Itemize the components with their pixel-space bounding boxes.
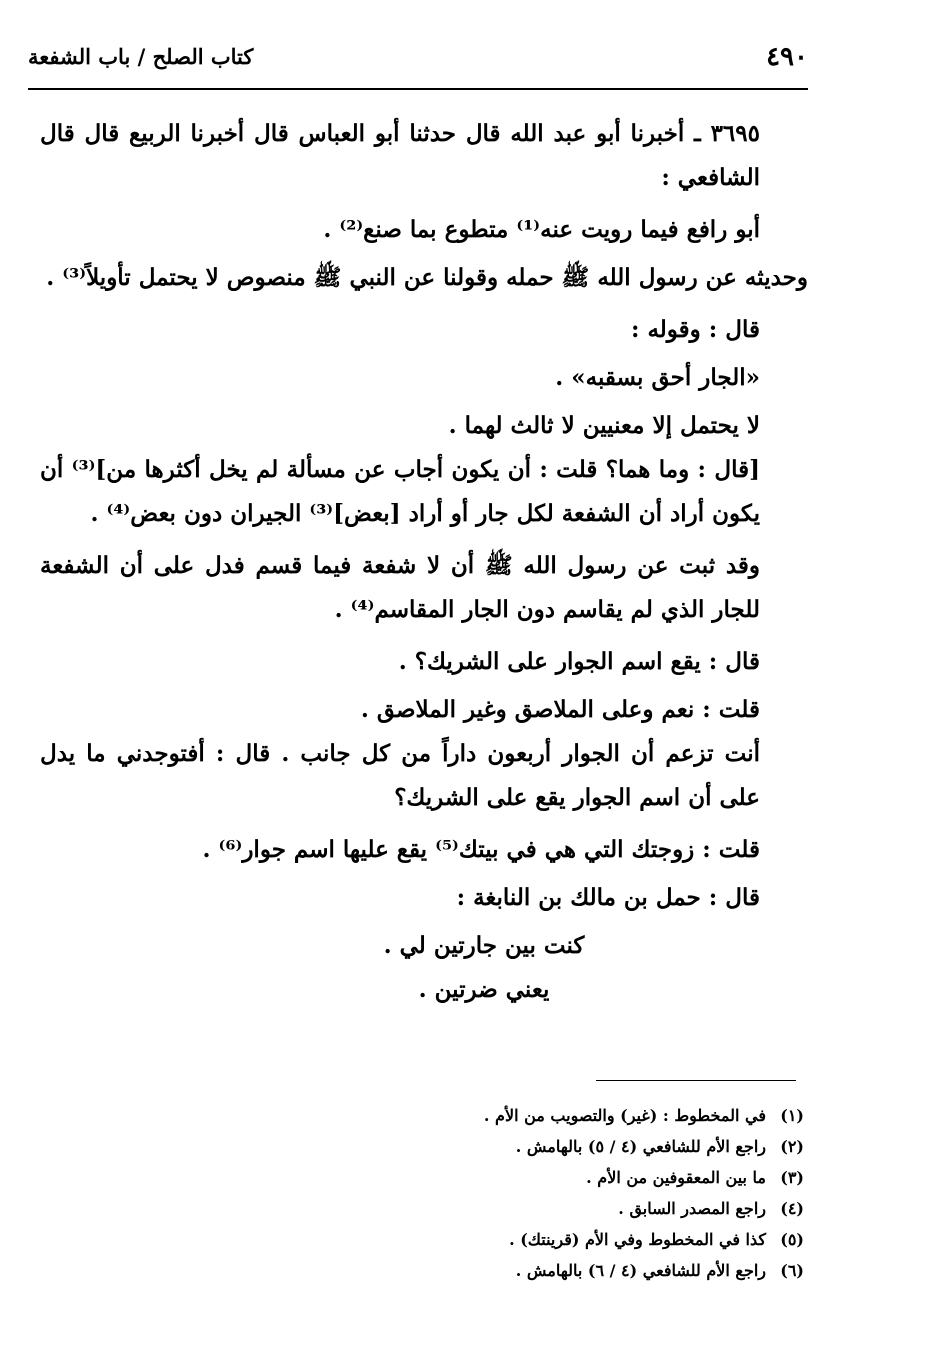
footnote-number: (٢): [780, 1137, 804, 1156]
footnote-text: في المخطوط : (غير) والتصويب من الأم .: [483, 1106, 766, 1125]
footnote-number: (٤): [780, 1199, 804, 1218]
paragraph: وقد ثبت عن رسول الله ﷺ أن لا شفعة فيما قسم فدل على أن الشفعة للجار الذي لم يقاسم دون الجار المقاسم⁽⁴⁾ .: [40, 552, 760, 623]
footnote-number: (٥): [780, 1230, 804, 1249]
footnote: [120, 1255, 804, 1286]
footnote-number: (٦): [780, 1261, 804, 1280]
paragraph: قال : وقوله :: [630, 316, 760, 343]
footnote-text: راجع المصدر السابق .: [618, 1199, 766, 1218]
paragraph: لا يحتمل إلا معنيين لا ثالث لهما .: [448, 412, 760, 439]
paragraph: قال : يقع اسم الجوار على الشريك؟ .: [398, 648, 760, 675]
verse-line: كنت بين جارتين لي .: [383, 932, 585, 959]
footnote-text: راجع الأم للشافعي (٤ / ٥) بالهامش .: [515, 1137, 766, 1156]
footnote-text: ما بين المعقوفين من الأم .: [586, 1168, 766, 1187]
paragraph: [قال : وما هما؟ قلت : أن يكون أجاب عن مسألة لم يخل أكثرها من]⁽³⁾ أن يكون أراد أن الشفعة لكل جار أو أراد [بعض]⁽³⁾ الجيران دون بعض⁽⁴⁾ .: [40, 456, 760, 527]
paragraph: قلت : زوجتك التي هي في بيتك⁽⁵⁾ يقع عليها اسم جوار⁽⁶⁾ .: [202, 836, 760, 863]
running-title: كتاب الصلح / باب الشفعة: [28, 44, 254, 69]
paragraph: وحديثه عن رسول الله ﷺ حمله وقولنا عن النبي ﷺ منصوص لا يحتمل تأويلاً⁽³⁾ .: [46, 264, 808, 291]
page-number: ٤٩٠: [766, 42, 808, 72]
footnote: [120, 1131, 804, 1162]
footnote: [120, 1100, 804, 1131]
footnote-separator: [596, 1080, 796, 1081]
main-text: [40, 112, 808, 1012]
footnote: [120, 1162, 804, 1193]
footnote-number: (١): [780, 1106, 804, 1125]
footnote-number: (٣): [780, 1168, 804, 1187]
page-header: [28, 38, 808, 90]
paragraph: أنت تزعم أن الجوار أربعون داراً من كل جانب . قال : أفتوجدني ما يدل على أن اسم الجوار يقع على الشريك؟: [40, 740, 760, 811]
footnote: [120, 1224, 804, 1255]
footnotes: [120, 1100, 804, 1286]
hadith-quote: «الجار أحق بسقبه» .: [555, 364, 760, 391]
paragraph: أبو رافع فيما رويت عنه⁽¹⁾ متطوع بما صنع⁽²⁾ .: [323, 216, 760, 243]
footnote: [120, 1193, 804, 1224]
footnote-text: راجع الأم للشافعي (٤ / ٦) بالهامش .: [515, 1261, 766, 1280]
verse-line: يعني ضرتين .: [418, 976, 550, 1003]
hadith-3695: ٣٦٩٥ ـ أخبرنا أبو عبد الله قال حدثنا أبو العباس قال أخبرنا الربيع قال قال الشافعي :: [40, 120, 760, 191]
footnote-text: كذا في المخطوط وفي الأم (قرينتك) .: [509, 1230, 766, 1249]
paragraph: قال : حمل بن مالك بن النابغة :: [456, 884, 760, 911]
paragraph: قلت : نعم وعلى الملاصق وغير الملاصق .: [360, 696, 760, 723]
